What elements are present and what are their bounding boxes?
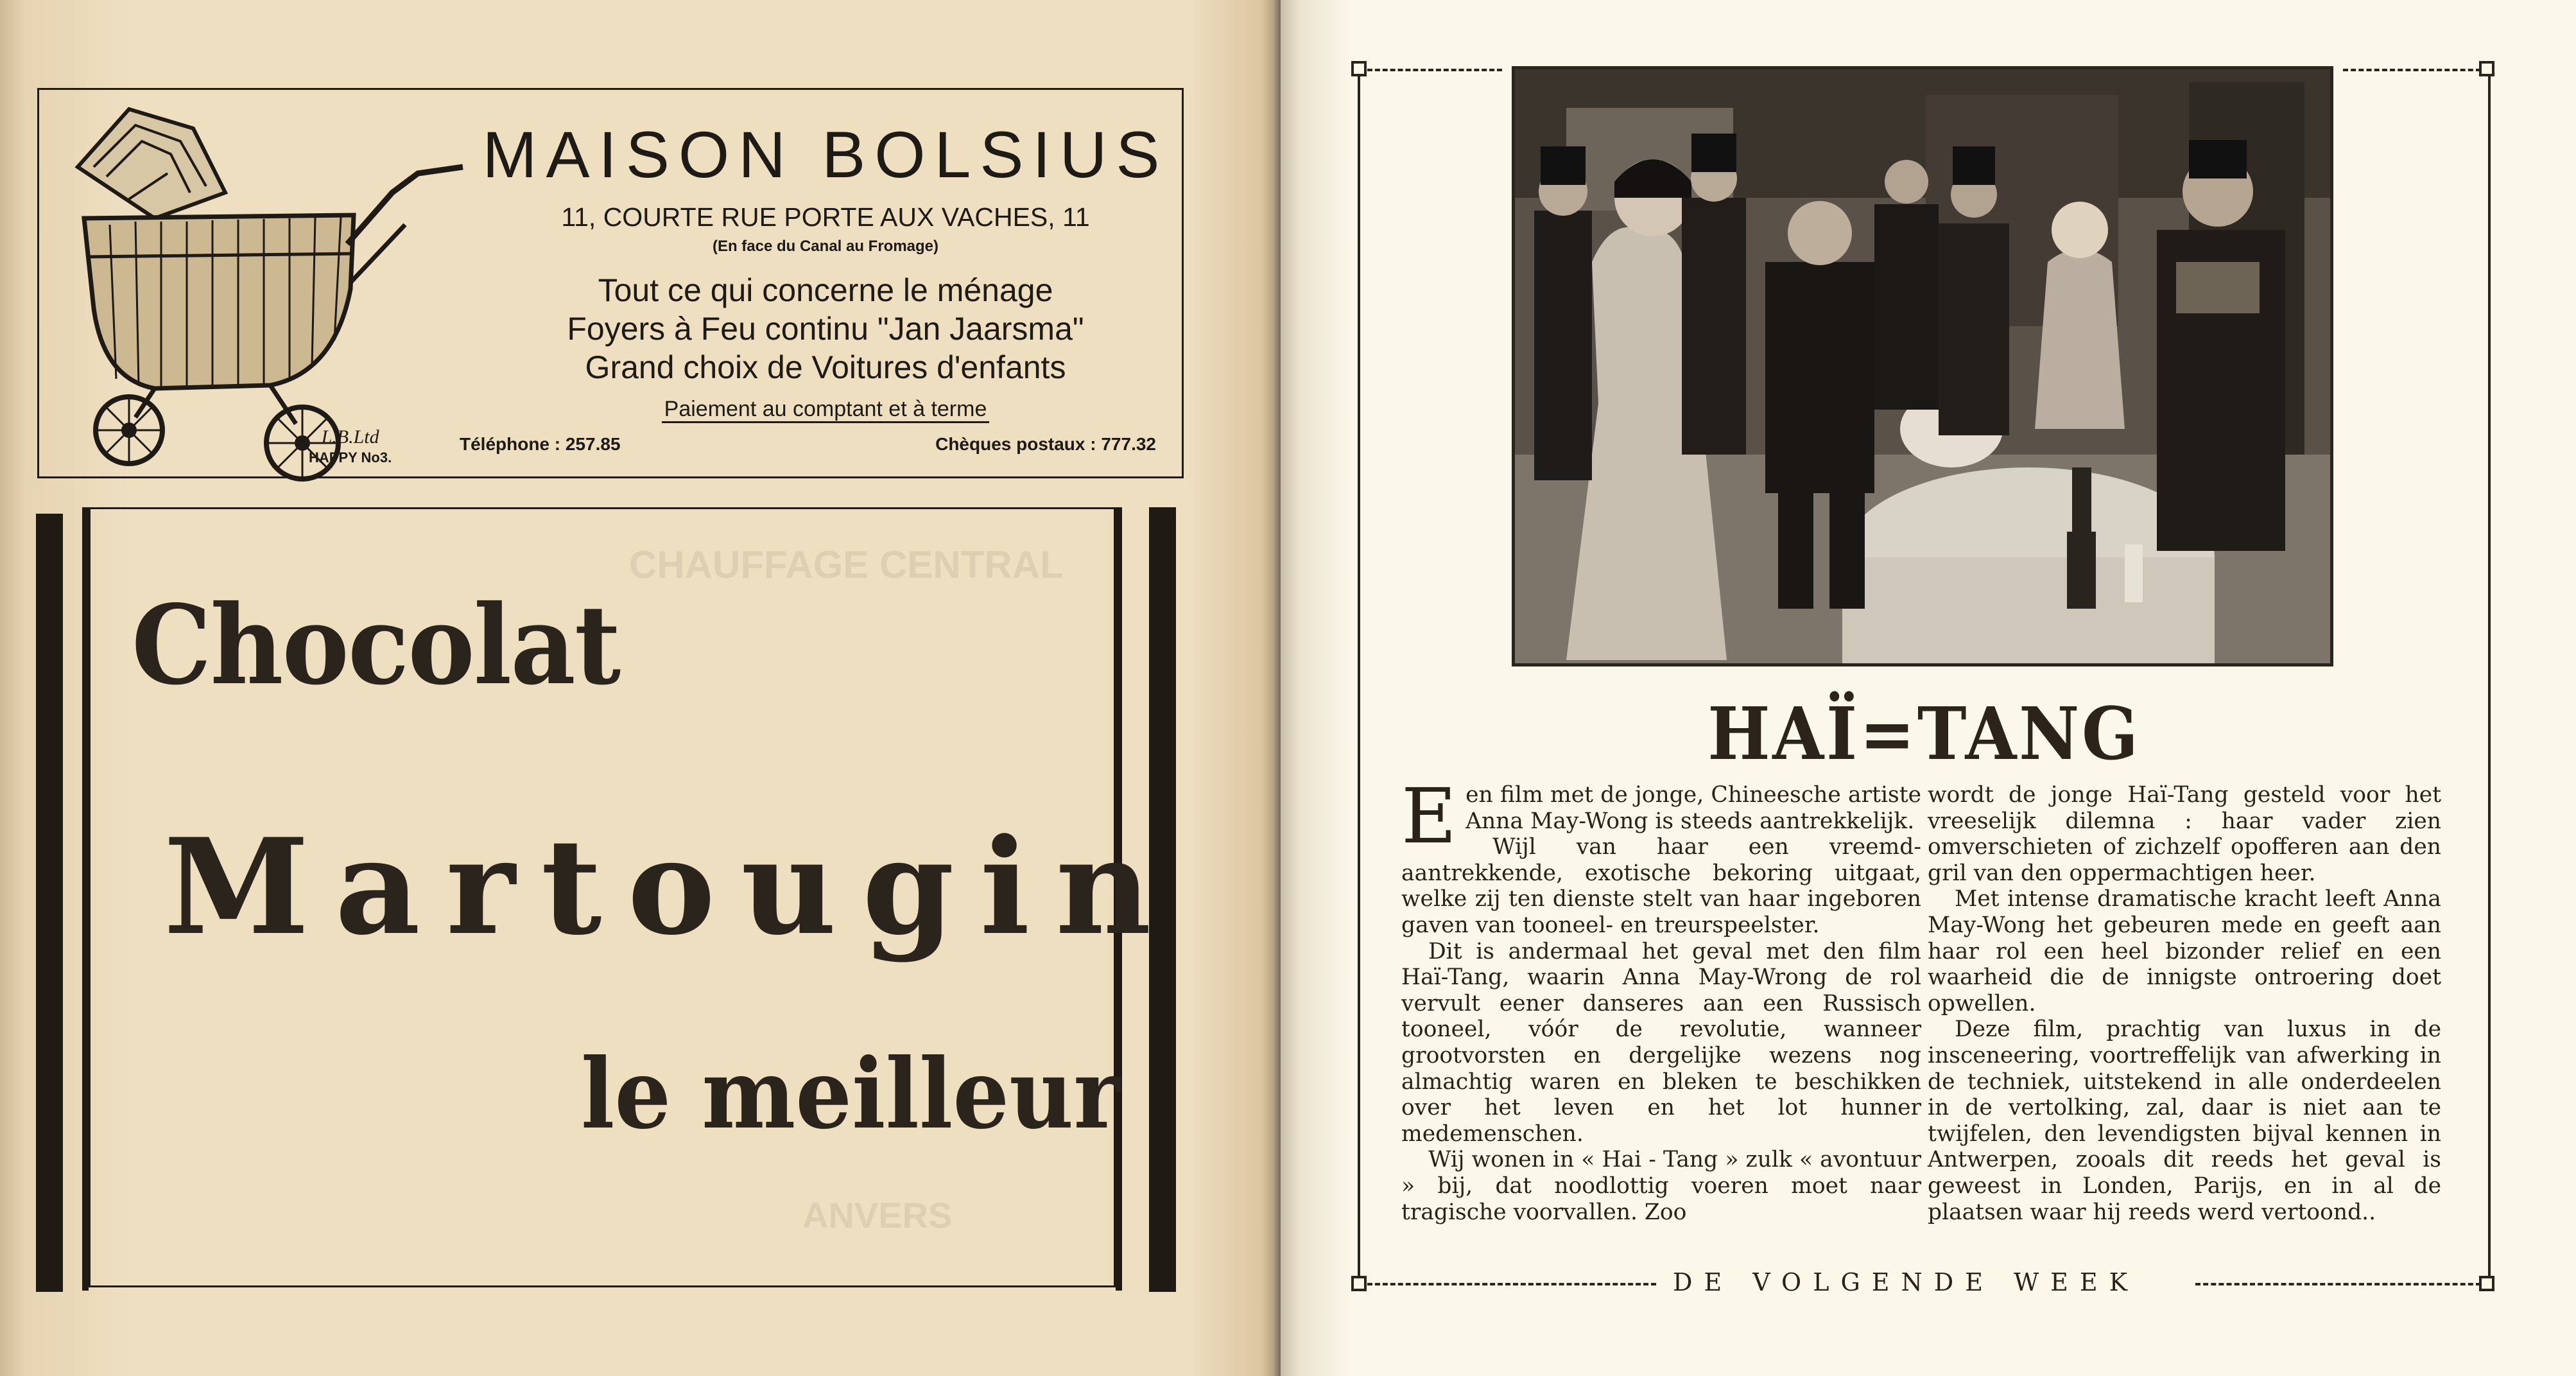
film-still-photo <box>1512 66 2333 666</box>
article-column-right <box>1928 782 2441 1225</box>
bolsius-payment: Paiement au comptant et à terme <box>456 397 1195 422</box>
frame-top-right <box>2343 69 2481 71</box>
bolsius-telephone: Téléphone : 257.85 <box>460 434 621 454</box>
paragraph: Deze film, prachtig van luxus in de insceneering, voortreffelijk van afwerking in de techniek, uitstekend in alle onderdeelen in de vertolking, zal, daar is niet aan te twijfelen, den levendigsten bijval kennen in Antwerpen, zooals dit reeds het geval is geweest in Londen, Parijs, en in al de plaatsen waar hij reeds werd vertoond.. <box>1928 1016 2441 1225</box>
bolsius-address: 11, COURTE RUE PORTE AUX VACHES, 11 <box>561 202 1090 232</box>
bolsius-cheques: Chèques postaux : 777.32 <box>935 434 1156 454</box>
frame-corner-tr <box>2479 61 2494 76</box>
frame-corner-bl <box>1351 1276 1367 1291</box>
bleed-through-text: CHAUFFAGE CENTRAL <box>629 543 1064 586</box>
chocolat-ad-left-bar <box>36 514 63 1292</box>
pram-illustration <box>58 96 469 482</box>
bolsius-line-2: Foyers à Feu continu "Jan Jaarsma" <box>567 311 1084 347</box>
frame-corner-tl <box>1351 61 1367 76</box>
article-column-left <box>1401 772 1921 1225</box>
paragraph: Een film met de jonge, Chineesche artiste Anna May-Wong is steeds aantrekkelijk. <box>1401 772 1921 860</box>
bolsius-address-note: (En face du Canal au Fromage) <box>712 238 939 255</box>
left-page <box>0 0 1281 1376</box>
frame-bottom-right <box>2195 1283 2481 1285</box>
bleed-through-text-2: ANVERS <box>802 1195 953 1235</box>
article-title: HAÏ=TANG <box>1707 692 2141 776</box>
chocolat-line-1: Chocolat <box>132 581 620 710</box>
paragraph: Met intense dramatische kracht leeft Anna May-Wong het gebeuren mede en geeft aan haar rol een heel bizonder relief en een waarheid die de innigste ontroering doet opwellen. <box>1928 886 2441 1016</box>
paragraph: Wijl van haar een vreemd-aantrekkende, exotische bekoring uitgaat, welke zij ten dienste stelt van haar ingeboren gaven van tooneel- en treurspeelster. <box>1401 834 1921 938</box>
frame-top-left <box>1367 69 1502 71</box>
pram-maker-mark: L.B.Ltd HAPPY No3. <box>309 426 392 466</box>
chocolat-line-3: le meilleur <box>581 1038 1121 1151</box>
bolsius-line-3: Grand choix de Voitures d'enfants <box>585 349 1066 385</box>
frame-bottom-left <box>1367 1283 1656 1285</box>
bolsius-title: MAISON BOLSIUS <box>482 118 1169 191</box>
paragraph: Dit is andermaal het geval met den film Haï-Tang, waarin Anna May-Wrong de rol vervult eener danseres aan een Russisch tooneel, vóór de revolutie, wanneer grootvorsten en dergelijke wezens nog almachtig waren en bleken te beschikken over het leven en het lot hunner medemenschen. <box>1401 938 1921 1147</box>
chocolat-line-2: Martougin <box>164 810 1177 964</box>
chocolat-ad-left-rule <box>82 507 89 1291</box>
bolsius-line-1: Tout ce qui concerne le ménage <box>598 272 1053 308</box>
paragraph: wordt de jonge Haï-Tang gesteld voor het vreeselijk dilemna : haar vader zien omverschieten of zichzelf opofferen aan den gril van den oppermachtigen heer. <box>1928 782 2441 886</box>
frame-corner-br <box>2479 1276 2494 1291</box>
paragraph: Wij wonen in « Hai - Tang » zulk « avontuur » bij, dat noodlottig voeren moet naar tragische voorvallen. Zoo <box>1401 1147 1921 1225</box>
next-week-footer: DE VOLGENDE WEEK <box>1663 1268 2149 1296</box>
drop-cap: E <box>1401 772 1457 860</box>
bolsius-advertisement <box>37 88 1184 478</box>
